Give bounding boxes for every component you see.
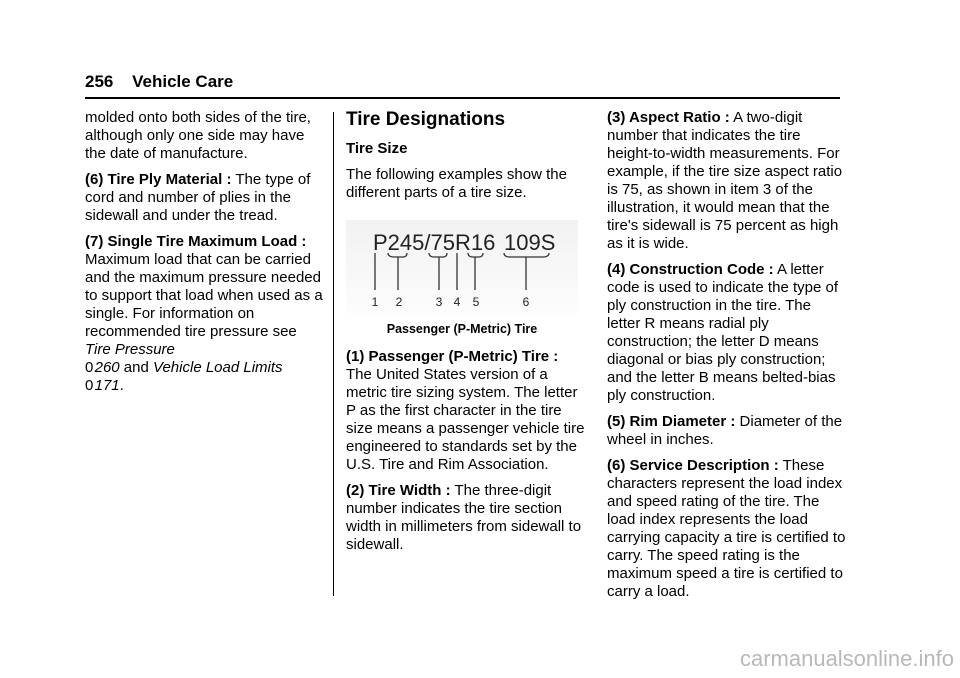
term-label: (2) Tire Width : xyxy=(346,482,451,499)
link-vehicle-load-limits[interactable]: Vehicle Load Limits xyxy=(153,359,283,376)
intro-paragraph: The following examples show the different parts of a tire size. xyxy=(346,166,567,201)
term-label: (1) Passenger (P-Metric) Tire : xyxy=(346,348,559,365)
page-header xyxy=(85,72,233,92)
paragraph-continued: molded onto both sides of the tire, although only one side may have the date of manufacture. xyxy=(85,109,311,162)
callout-label-3: 3 xyxy=(435,295,443,309)
term-label: (4) Construction Code : xyxy=(607,261,774,278)
column-divider xyxy=(333,112,334,596)
column-left xyxy=(85,109,325,403)
callout-label-1: 1 xyxy=(371,295,379,309)
page-ref-arrow-icon: 0 xyxy=(85,359,94,376)
header-rule xyxy=(85,97,840,99)
subsection-heading: Tire Size xyxy=(346,140,408,157)
callout-label-2: 2 xyxy=(395,295,403,309)
term-label: (6) Service Description : xyxy=(607,457,779,474)
page-number: 256 xyxy=(85,72,114,91)
section-title: Vehicle Care xyxy=(132,72,234,91)
paragraph-service-description: (6) Service Description : These characters represent the load index and speed rating of the tire. The load index represents the load carrying capacity a tire is certified to carry. The speed rating is the maximum speed a tire is certified to carry a load. xyxy=(607,457,846,600)
page-ref-260[interactable]: 260 xyxy=(94,359,120,376)
tire-code-text: P245/75R16 xyxy=(373,230,496,255)
callout-label-6: 6 xyxy=(522,295,530,309)
watermark: carmanualsonline.info xyxy=(739,646,954,671)
column-right xyxy=(607,109,847,609)
callout-label-4: 4 xyxy=(453,295,461,309)
term-label: (7) Single Tire Maximum Load : xyxy=(85,233,307,250)
term-label: (3) Aspect Ratio : xyxy=(607,109,730,126)
service-code-text: 109S xyxy=(504,230,556,255)
column-middle xyxy=(346,109,586,562)
figure-caption: Passenger (P-Metric) Tire xyxy=(386,322,538,336)
paragraph-single-tire-max-load: (7) Single Tire Maximum Load : Maximum load that can be carried and the maximum pressure needed to support that load when used as a single. For information on recommended tire pressure see Tire Pressure 0 260 and Vehicle Load Limits 0 171. xyxy=(85,233,323,394)
paragraph-tire-ply-material: (6) Tire Ply Material : The type of cord and number of plies in the sidewall and under the tread. xyxy=(85,171,311,224)
callout-label-5: 5 xyxy=(472,295,480,309)
page-ref-171[interactable]: 171 xyxy=(94,377,120,394)
paragraph-tire-width: (2) Tire Width : The three-digit number indicates the tire section width in millimeters from sidewall to sidewall. xyxy=(346,482,582,553)
term-label: (5) Rim Diameter : xyxy=(607,413,736,430)
paragraph-construction-code: (4) Construction Code : A letter code is used to indicate the type of ply construction in the tire. The letter R means radial ply construction; the letter D means diagonal or bias ply construction; and the letter B means belted-bias ply construction. xyxy=(607,261,838,404)
paragraph-rim-diameter: (5) Rim Diameter : Diameter of the wheel in inches. xyxy=(607,413,843,448)
paragraph-passenger-tire: (1) Passenger (P-Metric) Tire : The United States version of a metric tire sizing system. The letter P as the first character in the tire size means a passenger vehicle tire engineered to standards set by the U.S. Tire and Rim Association. xyxy=(346,348,585,473)
term-label: (6) Tire Ply Material : xyxy=(85,171,232,188)
tire-size-illustration xyxy=(346,220,578,313)
section-heading: Tire Designations xyxy=(346,109,506,130)
page-ref-arrow-icon: 0 xyxy=(85,377,94,394)
paragraph-aspect-ratio: (3) Aspect Ratio : A two-digit number that indicates the tire height-to-width measurements. For example, if the tire size aspect ratio is 75, as shown in item 3 of the illustration, it would mean that the tire's sidewall is 75 percent as high as it is wide. xyxy=(607,109,843,252)
link-tire-pressure[interactable]: Tire Pressure xyxy=(85,341,175,358)
